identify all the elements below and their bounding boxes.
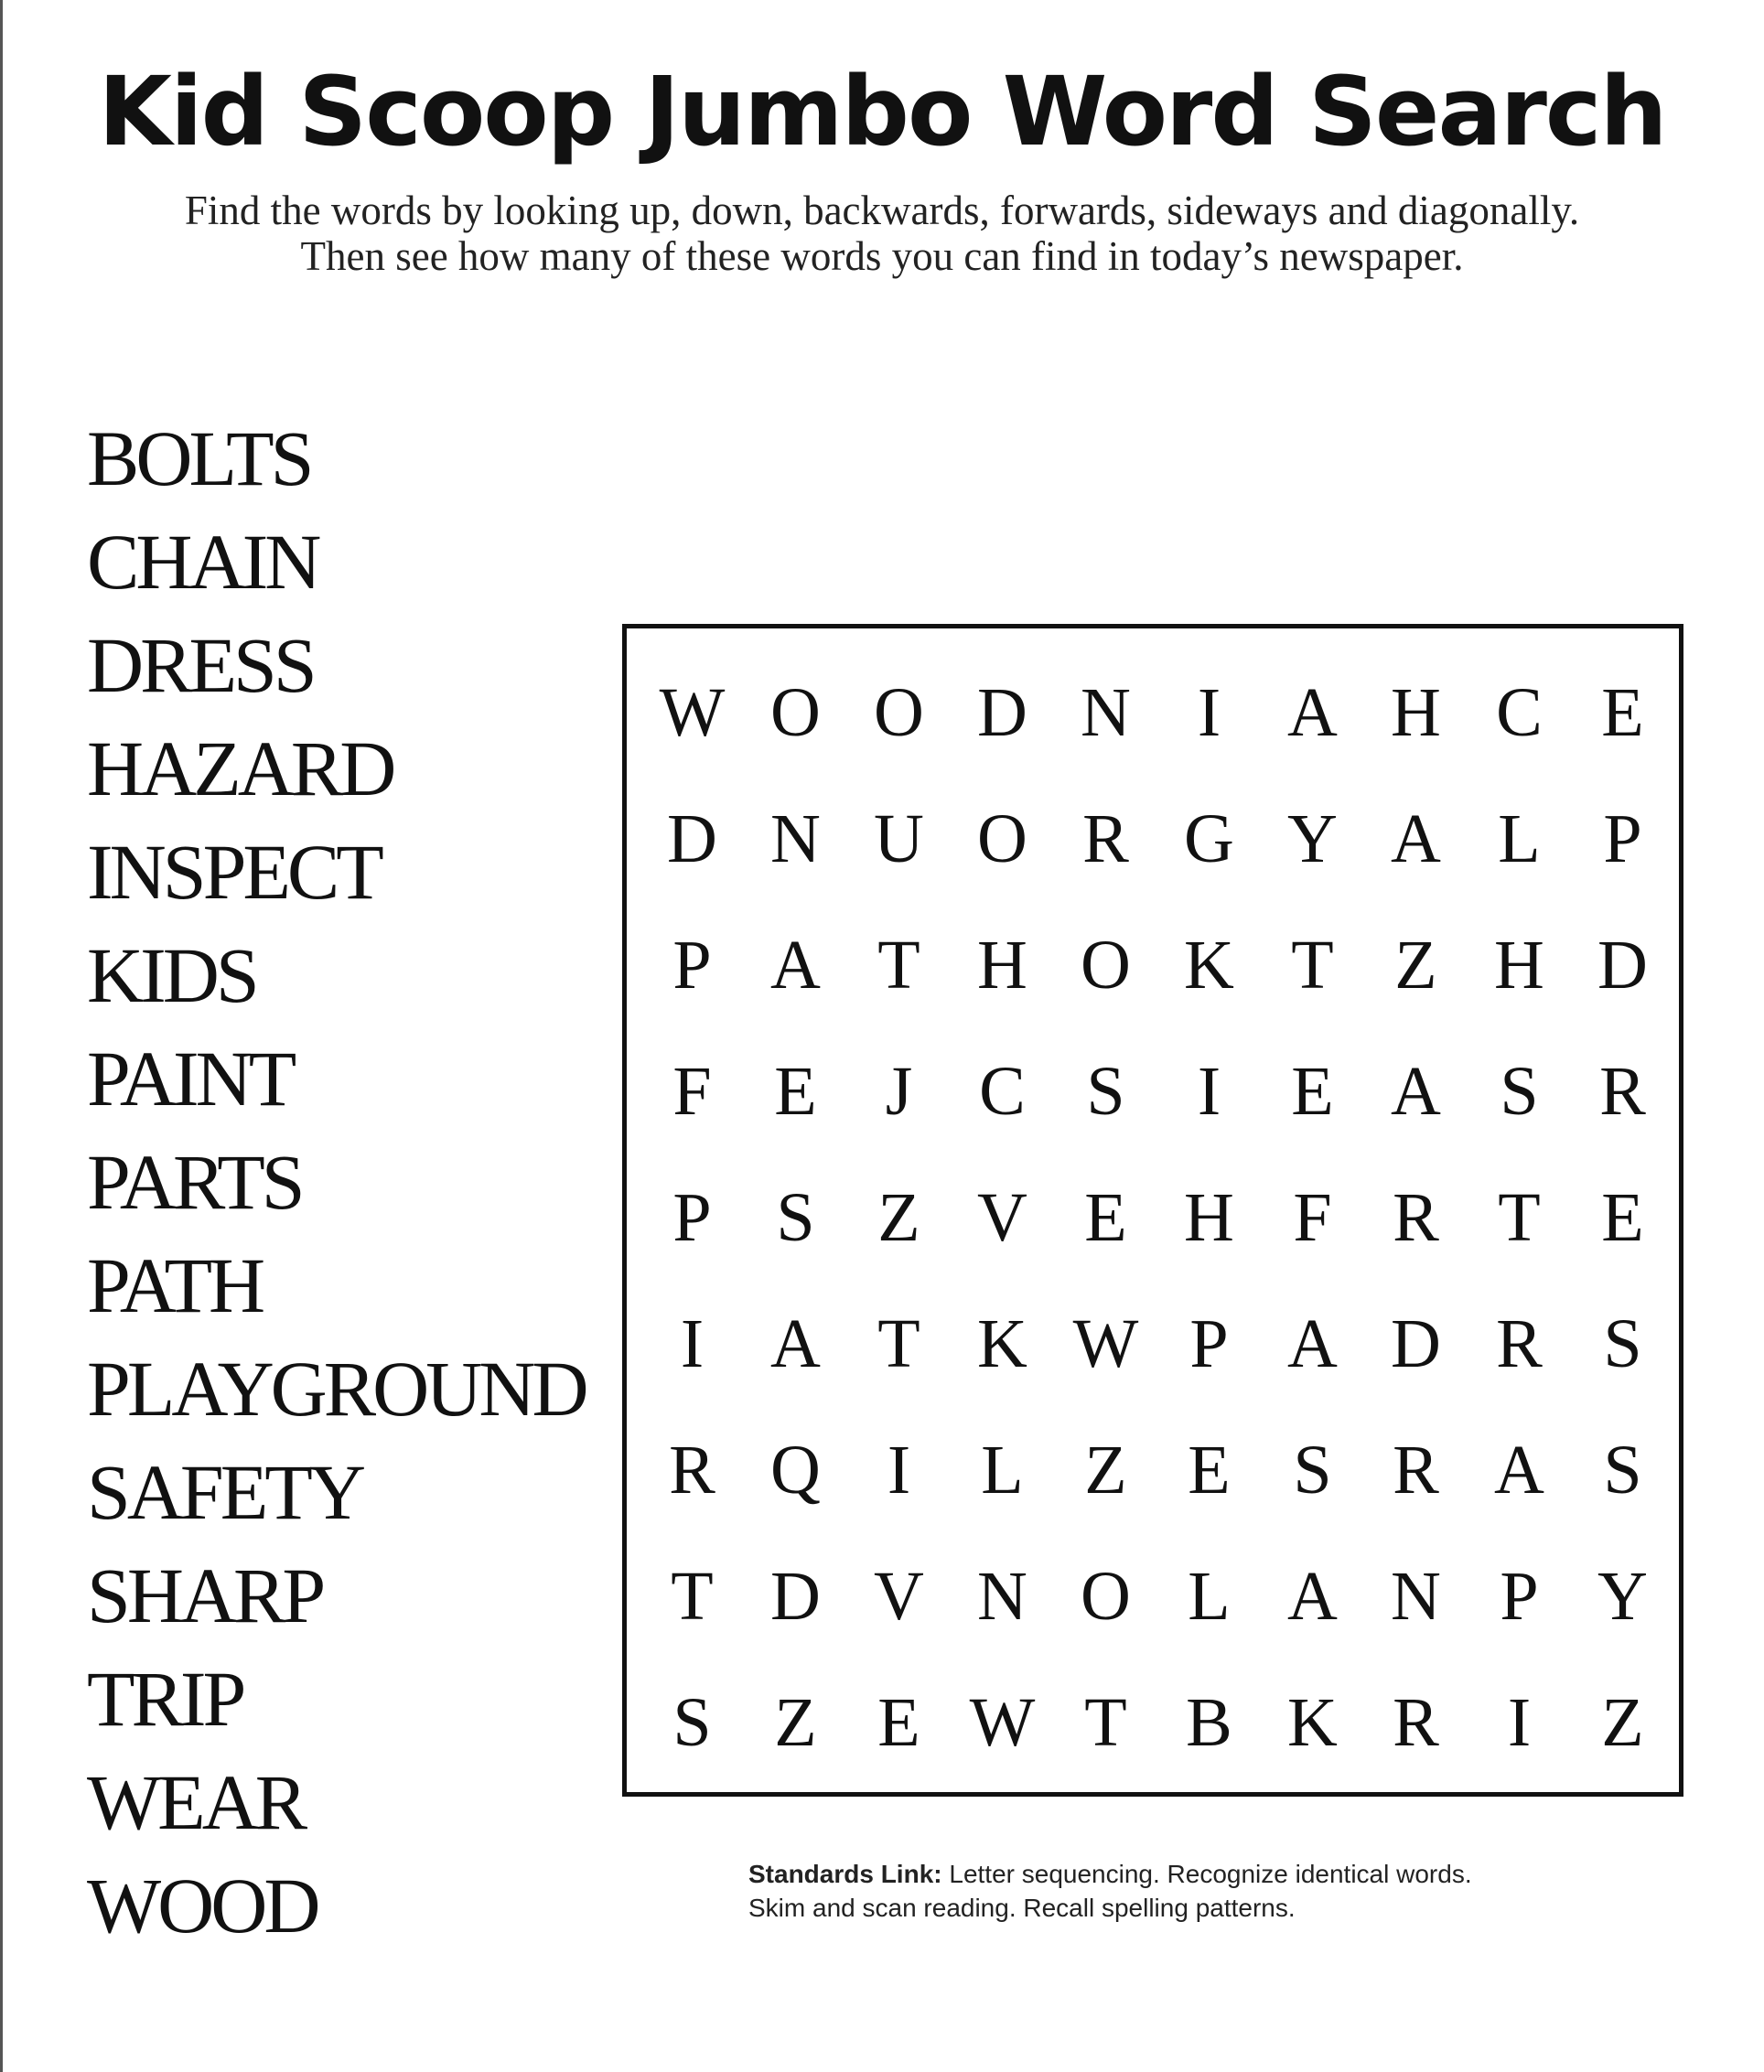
grid-cell: R bbox=[1393, 1432, 1439, 1508]
grid-cell: E bbox=[1601, 674, 1644, 751]
word-list-item: INSPECT bbox=[87, 828, 381, 916]
instructions-line-2: Then see how many of these words you can find in today’s newspaper. bbox=[300, 233, 1464, 279]
grid-cell: E bbox=[1291, 1053, 1334, 1130]
grid-cell: V bbox=[977, 1179, 1027, 1256]
grid-cell: H bbox=[1391, 674, 1441, 751]
grid-cell: Z bbox=[1084, 1432, 1127, 1508]
standards-label: Standards Link: bbox=[748, 1860, 942, 1888]
grid-cell: S bbox=[672, 1684, 712, 1761]
grid-cell: T bbox=[671, 1558, 714, 1635]
grid-cell: A bbox=[1391, 1053, 1441, 1130]
grid-cell: I bbox=[680, 1305, 705, 1382]
grid-cell: Y bbox=[1287, 800, 1338, 877]
grid-cell: N bbox=[1081, 674, 1131, 751]
grid-cell: W bbox=[659, 674, 726, 751]
grid-cell: R bbox=[669, 1432, 715, 1508]
grid-cell: H bbox=[1494, 927, 1544, 1004]
grid-cell: S bbox=[1500, 1053, 1539, 1130]
grid-cell: W bbox=[1072, 1305, 1139, 1382]
grid-cell: U bbox=[874, 800, 924, 877]
grid-cell: E bbox=[774, 1053, 817, 1130]
word-list-item: WOOD bbox=[87, 1862, 317, 1949]
grid-cell: T bbox=[877, 1305, 920, 1382]
standards-line-1 bbox=[748, 1857, 1472, 1891]
grid-cell: Q bbox=[770, 1432, 821, 1508]
grid-cell: S bbox=[1086, 1053, 1125, 1130]
grid-cell: D bbox=[667, 800, 717, 877]
grid-cell: E bbox=[1188, 1432, 1231, 1508]
grid-cell: R bbox=[1496, 1305, 1543, 1382]
word-list-item: PATH bbox=[87, 1241, 263, 1329]
standards-text-2: Skim and scan reading. Recall spelling patterns. bbox=[748, 1894, 1296, 1922]
grid-cell: R bbox=[1599, 1053, 1646, 1130]
grid-cell: S bbox=[1603, 1432, 1642, 1508]
grid-cell: R bbox=[1393, 1179, 1439, 1256]
grid-cell: A bbox=[1494, 1432, 1544, 1508]
word-list-item: HAZARD bbox=[87, 725, 393, 812]
grid-cell: F bbox=[1293, 1179, 1332, 1256]
grid-cell: P bbox=[1189, 1305, 1229, 1382]
standards-text-1: Letter sequencing. Recognize identical words. bbox=[949, 1860, 1472, 1888]
grid-cell: E bbox=[1084, 1179, 1127, 1256]
word-list-item: SAFETY bbox=[87, 1448, 362, 1536]
grid-cell: P bbox=[672, 1179, 712, 1256]
word-list-item: CHAIN bbox=[87, 518, 318, 606]
word-list-item: TRIP bbox=[87, 1655, 243, 1743]
word-list-item: KIDS bbox=[87, 931, 256, 1019]
grid-cell: I bbox=[1197, 674, 1221, 751]
word-list-item: BOLTS bbox=[87, 414, 311, 502]
grid-cell: H bbox=[977, 927, 1027, 1004]
word-list-item: PLAYGROUND bbox=[87, 1345, 586, 1433]
grid-cell: L bbox=[1188, 1558, 1231, 1635]
letter-grid bbox=[640, 650, 1674, 1786]
grid-cell: E bbox=[1601, 1179, 1644, 1256]
grid-cell: A bbox=[1287, 1305, 1338, 1382]
grid-cell: D bbox=[1597, 927, 1648, 1004]
grid-cell: D bbox=[977, 674, 1027, 751]
grid-cell: Y bbox=[1597, 1558, 1648, 1635]
grid-cell: K bbox=[1184, 927, 1234, 1004]
grid-cell: O bbox=[770, 674, 821, 751]
word-list-item: WEAR bbox=[87, 1758, 305, 1846]
grid-cell: I bbox=[1507, 1684, 1532, 1761]
word-list-item: SHARP bbox=[87, 1551, 323, 1639]
page-edge-rule bbox=[0, 0, 3, 2072]
grid-cell: D bbox=[770, 1558, 821, 1635]
grid-cell: C bbox=[1496, 674, 1543, 751]
grid-cell: Z bbox=[877, 1179, 920, 1256]
grid-cell: Z bbox=[774, 1684, 817, 1761]
grid-cell: V bbox=[874, 1558, 924, 1635]
grid-cell: O bbox=[874, 674, 924, 751]
grid-cell: S bbox=[776, 1179, 815, 1256]
grid-cell: N bbox=[977, 1558, 1027, 1635]
grid-cell: O bbox=[1081, 1558, 1131, 1635]
grid-cell: B bbox=[1186, 1684, 1232, 1761]
grid-cell: T bbox=[1498, 1179, 1541, 1256]
standards-link bbox=[748, 1857, 1472, 1925]
grid-cell: Z bbox=[1601, 1684, 1644, 1761]
instructions bbox=[0, 188, 1764, 279]
grid-cell: P bbox=[1603, 800, 1642, 877]
grid-cell: P bbox=[672, 927, 712, 1004]
instructions-line-1: Find the words by looking up, down, backwards, forwards, sideways and diagonally. bbox=[184, 188, 1580, 233]
grid-cell: T bbox=[877, 927, 920, 1004]
grid-cell: K bbox=[1287, 1684, 1338, 1761]
grid-cell: W bbox=[969, 1684, 1036, 1761]
grid-cell: Z bbox=[1394, 927, 1437, 1004]
grid-cell: F bbox=[672, 1053, 712, 1130]
grid-cell: G bbox=[1184, 800, 1234, 877]
grid-cell: P bbox=[1500, 1558, 1539, 1635]
grid-cell: H bbox=[1184, 1179, 1234, 1256]
grid-cell: A bbox=[770, 1305, 821, 1382]
grid-cell: E bbox=[877, 1684, 920, 1761]
grid-cell: I bbox=[1197, 1053, 1221, 1130]
grid-cell: T bbox=[1291, 927, 1334, 1004]
grid-cell: C bbox=[979, 1053, 1026, 1130]
grid-cell: N bbox=[1391, 1558, 1441, 1635]
grid-cell: S bbox=[1293, 1432, 1332, 1508]
grid-cell: J bbox=[885, 1053, 913, 1130]
grid-cell: A bbox=[770, 927, 821, 1004]
word-list-item: PARTS bbox=[87, 1138, 302, 1226]
grid-cell: S bbox=[1603, 1305, 1642, 1382]
grid-cell: R bbox=[1393, 1684, 1439, 1761]
word-list-item: PAINT bbox=[87, 1035, 294, 1122]
grid-cell: R bbox=[1082, 800, 1129, 877]
grid-cell: N bbox=[770, 800, 821, 877]
grid-cell: T bbox=[1084, 1684, 1127, 1761]
grid-cell: K bbox=[977, 1305, 1027, 1382]
word-list-item: DRESS bbox=[87, 621, 314, 709]
grid-cell: O bbox=[1081, 927, 1131, 1004]
grid-cell: L bbox=[981, 1432, 1024, 1508]
grid-cell: A bbox=[1287, 674, 1338, 751]
page-title: Kid Scoop Jumbo Word Search bbox=[98, 56, 1666, 167]
grid-cell: O bbox=[977, 800, 1027, 877]
grid-cell: I bbox=[887, 1432, 911, 1508]
grid-cell: A bbox=[1391, 800, 1441, 877]
grid-cell: L bbox=[1498, 800, 1541, 877]
grid-cell: A bbox=[1287, 1558, 1338, 1635]
grid-cell: D bbox=[1391, 1305, 1441, 1382]
word-list bbox=[87, 407, 586, 1958]
